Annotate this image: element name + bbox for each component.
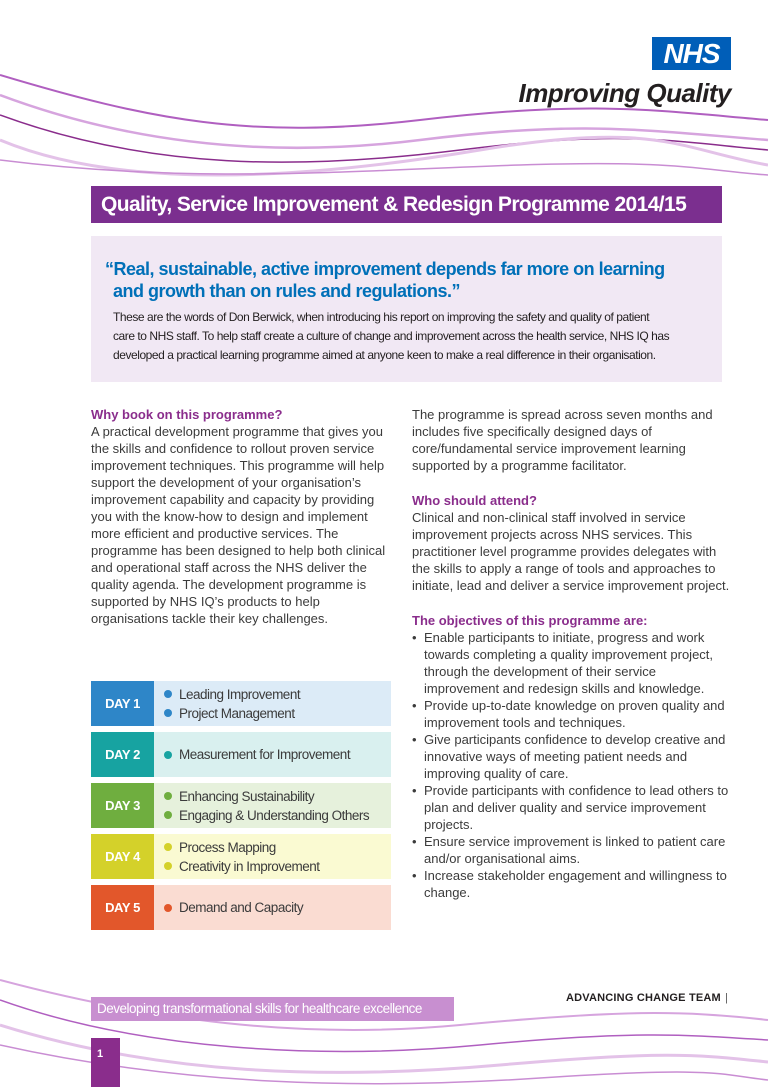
bullet-dot-icon [164,811,172,819]
objective-item: • Increase stakeholder engagement and willingness to change. [412,867,730,901]
day-label: DAY 4 [91,834,154,879]
page-number: 1 [91,1038,120,1087]
quote-text [105,258,712,302]
bullet-dot-icon [164,709,172,717]
who-should-attend-body: Clinical and non-clinical staff involved in service improvement projects across NHS services. This practitioner level programme provides delegates with the skills to apply a range of tools and approaches to initiate, lead and deliver a service improvement project. [412,510,730,593]
bullet-dot-icon [164,792,172,800]
programme-intro: The programme is spread across seven months and includes five specifically designed days of core/fundamental service improvement learning supported by a programme facilitator. [412,407,713,473]
day-row-3 [91,783,391,828]
bullet-dot-icon [164,904,172,912]
footer-tagline: Developing transformational skills for healthcare excellence [91,997,454,1021]
objectives-list [412,629,730,901]
day-topics [154,834,391,879]
left-column [91,406,391,627]
quote-line-1: “Real, sustainable, active improvement depends far more on learning [105,259,665,279]
team-label: ADVANCING CHANGE TEAM | [565,992,728,1004]
day-topic: Leading Improvement [164,685,391,704]
bullet-dot-icon [164,843,172,851]
objective-item: • Provide up-to-date knowledge on proven quality and improvement tools and techniques. [412,697,730,731]
day-topic: Project Management [164,704,391,723]
day-topic: Demand and Capacity [164,898,391,917]
day-topic: Enhancing Sustainability [164,787,391,806]
quote-sub-line-1: These are the words of Don Berwick, when introducing his report on improving the safety and quality of patient [113,310,650,324]
quote-box [91,236,722,382]
day-topic: Engaging & Understanding Others [164,806,391,825]
bullet-dot-icon [164,862,172,870]
day-topics [154,732,391,777]
objective-item: • Provide participants with confidence to lead others to plan and deliver quality and service improvement projects. [412,782,730,833]
bullet-dot-icon [164,751,172,759]
quote-sub-line-3: developed a practical learning programme aimed at anyone keen to make a real difference in their organisation. [113,348,656,362]
day-label: DAY 2 [91,732,154,777]
programme-title: Quality, Service Improvement & Redesign Programme 2014/15 [91,186,722,223]
day-row-2 [91,732,391,777]
day-label: DAY 1 [91,681,154,726]
day-topics [154,681,391,726]
objective-item: • Ensure service improvement is linked to patient care and/or organisational aims. [412,833,730,867]
day-topics [154,783,391,828]
objective-item: • Enable participants to initiate, progress and work towards completing a quality improvement project, through the development of their service improvement and redesign skills and knowledge. [412,629,730,697]
objective-item: • Give participants confidence to develop creative and innovative ways of meeting patient needs and improving quality of care. [412,731,730,782]
day-row-4 [91,834,391,879]
programme-days [91,681,391,936]
who-should-attend-heading: Who should attend? [412,493,537,508]
day-topic: Measurement for Improvement [164,745,391,764]
day-topics [154,885,391,930]
day-topic: Process Mapping [164,838,391,857]
why-book-body: A practical development programme that gives you the skills and confidence to rollout proven service improvement techniques. This programme will help support the development of your organisation’s improvement capability and capacity by providing you with the know-how to design and implement more efficient and productive services. The programme has been designed to help both clinical and operational staff across the NHS deliver the quality agenda. The development programme is supported by NHS IQ’s products to help organisations tackle their key challenges. [91,424,386,626]
bullet-dot-icon [164,690,172,698]
day-topic: Creativity in Improvement [164,857,391,876]
right-column [412,406,730,901]
nhs-logo: NHS [652,37,731,70]
quote-line-2: and growth than on rules and regulations.” [113,281,461,301]
why-book-heading: Why book on this programme? [91,407,283,422]
day-label: DAY 5 [91,885,154,930]
quote-description [105,308,712,365]
quote-sub-line-2: care to NHS staff. To help staff create a culture of change and improvement across the health service, NHS IQ has [113,329,670,343]
day-label: DAY 3 [91,783,154,828]
brand-title: Improving Quality [518,78,731,108]
objectives-heading: The objectives of this programme are: [412,613,648,628]
day-row-5 [91,885,391,930]
day-row-1 [91,681,391,726]
